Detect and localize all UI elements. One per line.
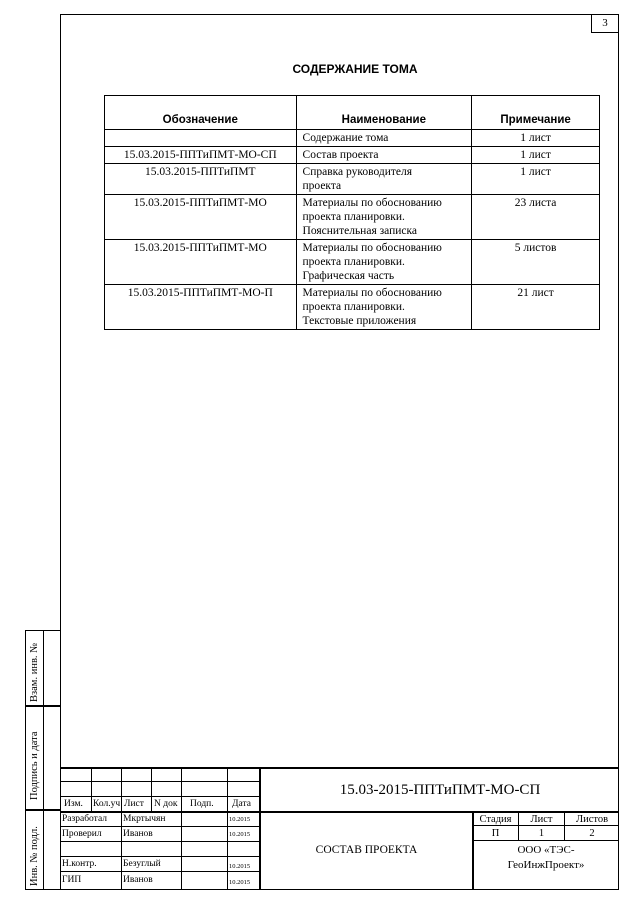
name-line: Графическая часть	[302, 270, 395, 282]
header-note: Примечание	[472, 96, 600, 130]
cell-note: 23 листа	[472, 195, 600, 240]
name-line: Справка руководителя	[302, 166, 413, 178]
tb-col-koluch: Кол.уч	[93, 799, 121, 809]
tb-col-podp: Подп.	[190, 799, 214, 809]
tb-date-4: 10.2015	[229, 863, 251, 870]
table-header-row	[105, 96, 600, 130]
cell-designation	[105, 130, 297, 147]
tb-role-4: Н.контр.	[62, 859, 97, 869]
cell-name	[296, 285, 472, 330]
tb-role-2: Проверил	[62, 829, 102, 839]
tb-date-5: 10.2015	[229, 879, 251, 886]
name-line: проекта планировки.	[302, 256, 405, 268]
cell-note: 1 лист	[472, 130, 600, 147]
table-row	[105, 240, 600, 285]
tb-doc-name: СОСТАВ ПРОЕКТА	[315, 844, 418, 856]
cell-designation: 15.03.2015-ППТиПМТ-МО-П	[105, 285, 297, 330]
tb-date-2: 10.2015	[229, 831, 251, 838]
tb-col-izm: Изм.	[64, 799, 83, 809]
tb-sheets: 2	[589, 828, 595, 839]
cell-name	[296, 240, 472, 285]
cell-designation: 15.03.2015-ППТиПМТ-МО	[105, 195, 297, 240]
table-row	[105, 147, 600, 164]
cell-note: 5 листов	[472, 240, 600, 285]
cell-designation: 15.03.2015-ППТиПМТ-МО-СП	[105, 147, 297, 164]
side-label-inv: Инв. № подл.	[29, 826, 40, 886]
tb-stage: П	[491, 828, 500, 839]
tb-name-2: Иванов	[123, 829, 153, 839]
tb-col-list: Лист	[124, 799, 144, 809]
tb-role-5: ГИП	[62, 875, 82, 885]
header-designation: Обозначение	[105, 96, 297, 130]
tb-sheets-label: Листов	[575, 814, 609, 825]
tb-role-1: Разработал	[62, 814, 107, 824]
side-label-podpis: Подпись и дата	[29, 731, 40, 800]
name-line: Содержание тома	[302, 132, 389, 144]
table-row	[105, 164, 600, 195]
tb-sheet: 1	[538, 828, 545, 839]
page-number: 3	[591, 14, 619, 33]
title-block	[60, 767, 619, 890]
name-line: проекта	[302, 180, 342, 192]
name-line: Пояснительная записка	[302, 225, 418, 237]
tb-stage-label: Стадия	[479, 814, 512, 825]
cell-note: 1 лист	[472, 147, 600, 164]
tb-company-2: ГеоИнжПроект»	[507, 859, 585, 871]
tb-col-data: Дата	[232, 799, 251, 809]
page-title: СОДЕРЖАНИЕ ТОМА	[292, 62, 418, 76]
name-line: Материалы по обоснованию	[302, 287, 442, 299]
cell-note: 1 лист	[472, 164, 600, 195]
cell-name	[296, 164, 472, 195]
cell-note: 21 лист	[472, 285, 600, 330]
name-line: проекта планировки.	[302, 211, 405, 223]
tb-name-4: Безуглый	[123, 859, 161, 869]
cell-name	[296, 130, 472, 147]
contents-table	[104, 95, 600, 330]
side-label-vzam: Взам. инв. №	[29, 642, 40, 702]
name-line: проекта планировки.	[302, 301, 405, 313]
tb-doc-code: 15.03-2015-ППТиПМТ-МО-СП	[339, 782, 541, 798]
tb-company-1: ООО «ТЭС-	[517, 844, 575, 856]
tb-name-1: Мкртычян	[123, 814, 166, 824]
tb-sheet-label: Лист	[530, 814, 553, 825]
tb-name-5: Иванов	[123, 875, 153, 885]
table-row	[105, 285, 600, 330]
cell-designation: 15.03.2015-ППТиПМТ	[105, 164, 297, 195]
cell-name	[296, 147, 472, 164]
name-line: Материалы по обоснованию	[302, 197, 442, 209]
cell-name	[296, 195, 472, 240]
name-line: Текстовые приложения	[302, 315, 417, 327]
tb-date-1: 10.2015	[229, 816, 251, 823]
table-row	[105, 130, 600, 147]
cell-designation: 15.03.2015-ППТиПМТ-МО	[105, 240, 297, 285]
name-line: Состав проекта	[302, 149, 379, 161]
tb-col-ndok: N док	[154, 799, 178, 809]
name-line: Материалы по обоснованию	[302, 242, 442, 254]
header-name: Наименование	[296, 96, 472, 130]
table-row	[105, 195, 600, 240]
